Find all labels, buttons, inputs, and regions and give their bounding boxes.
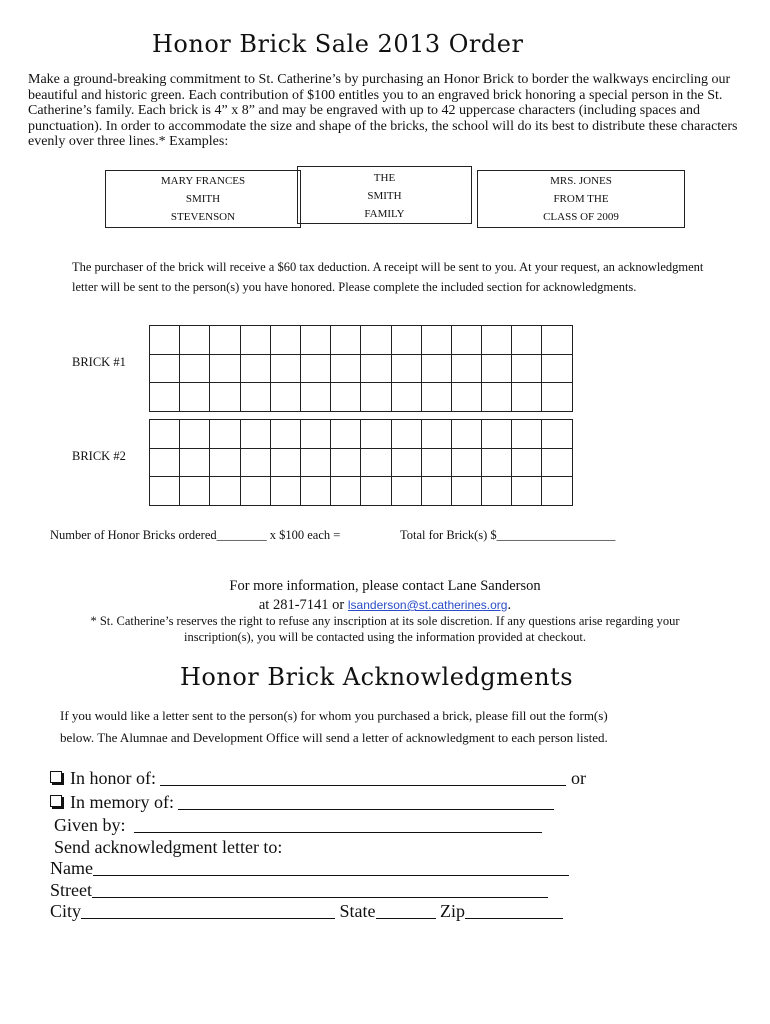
bricks-ordered-field[interactable]: Number of Honor Bricks ordered________ x $100 each =: [50, 528, 341, 542]
example-3-line-1: MRS. JONES: [550, 175, 612, 187]
character-cell[interactable]: [210, 326, 240, 355]
character-cell[interactable]: [542, 420, 572, 449]
character-cell[interactable]: [240, 354, 270, 383]
character-cell[interactable]: [542, 383, 572, 412]
example-1-line-3: STEVENSON: [170, 211, 236, 223]
character-cell[interactable]: [180, 420, 210, 449]
contact-line-2: [40, 597, 730, 614]
total-field[interactable]: Total for Brick(s) $___________________: [400, 528, 616, 542]
character-cell[interactable]: [512, 477, 542, 506]
contact-line-1: For more information, please contact Lane Sanderson: [229, 578, 541, 594]
character-cell[interactable]: [270, 420, 300, 449]
character-cell[interactable]: [150, 326, 180, 355]
character-cell[interactable]: [421, 383, 451, 412]
character-cell[interactable]: [300, 477, 330, 506]
name-input[interactable]: [93, 859, 569, 876]
in-honor-label: In honor of:: [70, 768, 156, 788]
ack-intro-line-1: If you would like a letter sent to the person(s) for whom you purchased a brick, please fill out the form(s): [60, 708, 608, 723]
name-label: Name: [50, 858, 93, 878]
in-memory-row: [50, 792, 554, 813]
example-2-line-1: THE: [373, 172, 396, 184]
character-cell[interactable]: [180, 448, 210, 477]
state-input[interactable]: [376, 902, 436, 919]
character-cell[interactable]: [421, 477, 451, 506]
character-cell[interactable]: [391, 448, 421, 477]
character-cell[interactable]: [542, 354, 572, 383]
in-memory-checkbox[interactable]: [50, 795, 62, 807]
character-cell[interactable]: [240, 477, 270, 506]
character-cell[interactable]: [300, 383, 330, 412]
disclaimer-line-2: inscription(s), you will be contacted using the information provided at checkout.: [184, 630, 586, 644]
brick-line: [150, 354, 573, 383]
character-cell[interactable]: [150, 448, 180, 477]
brick-2-label: BRICK #2: [72, 449, 126, 463]
character-cell[interactable]: [240, 420, 270, 449]
page-title: Honor Brick Sale 2013 Order: [152, 30, 524, 58]
street-input[interactable]: [92, 881, 548, 898]
ack-intro: [60, 705, 720, 749]
character-cell[interactable]: [150, 383, 180, 412]
character-cell[interactable]: [331, 420, 361, 449]
send-to-label: Send acknowledgment letter to:: [54, 837, 283, 857]
character-cell[interactable]: [361, 420, 391, 449]
name-row: [50, 858, 569, 879]
intro-paragraph: [28, 72, 744, 150]
street-label: Street: [50, 880, 92, 900]
example-1-line-2: SMITH: [185, 193, 221, 205]
city-input[interactable]: [81, 902, 335, 919]
character-cell[interactable]: [150, 420, 180, 449]
character-cell[interactable]: [512, 448, 542, 477]
character-cell[interactable]: [391, 326, 421, 355]
contact-suffix: .: [507, 597, 512, 613]
character-cell[interactable]: [482, 420, 512, 449]
character-cell[interactable]: [300, 420, 330, 449]
character-cell[interactable]: [210, 477, 240, 506]
character-cell[interactable]: [391, 354, 421, 383]
character-cell[interactable]: [300, 354, 330, 383]
zip-input[interactable]: [465, 902, 563, 919]
character-cell[interactable]: [270, 326, 300, 355]
character-cell[interactable]: [361, 383, 391, 412]
character-cell[interactable]: [361, 448, 391, 477]
in-memory-input[interactable]: [178, 793, 554, 810]
brick-line: [150, 420, 573, 449]
given-by-label: Given by:: [54, 815, 126, 835]
brick-1-grid[interactable]: [149, 325, 573, 412]
character-cell[interactable]: [300, 326, 330, 355]
character-cell[interactable]: [451, 420, 481, 449]
example-3-line-2: FROM THE: [553, 193, 609, 205]
character-cell[interactable]: [421, 420, 451, 449]
intro-text: Make a ground-breaking commitment to St. Catherine’s by purchasing an Honor Brick to border the walkways encircling our beautiful and historic green. Each contribution of $100 entitles you to an engraved brick honoring a special person in the St. Catherine’s family. Each brick is 4” x 8” and may be engraved with up to 42 uppercase characters (including spaces and punctuation). In order to accommodate the size and shape of the bricks, the school will do its best to distribute these characters evenly over three lines.* Examples:: [28, 72, 738, 149]
character-cell[interactable]: [150, 354, 180, 383]
brick-line: [150, 326, 573, 355]
example-box-1: [105, 170, 301, 228]
zip-label: Zip: [440, 901, 466, 921]
character-cell[interactable]: [180, 326, 210, 355]
character-cell[interactable]: [451, 448, 481, 477]
character-cell[interactable]: [482, 354, 512, 383]
character-cell[interactable]: [542, 448, 572, 477]
street-row: [50, 880, 548, 901]
example-2-line-2: SMITH: [367, 190, 402, 202]
brick-line: [150, 383, 573, 412]
contact-email-link[interactable]: lsanderson@st.catherines.org: [347, 598, 508, 612]
character-cell[interactable]: [512, 383, 542, 412]
example-1-line-1: MARY FRANCES: [160, 175, 246, 187]
character-cell[interactable]: [482, 477, 512, 506]
given-by-row: [54, 815, 542, 836]
character-cell[interactable]: [542, 477, 572, 506]
character-cell[interactable]: [210, 420, 240, 449]
character-cell[interactable]: [361, 326, 391, 355]
in-memory-label: In memory of:: [70, 792, 174, 812]
character-cell[interactable]: [331, 383, 361, 412]
character-cell[interactable]: [482, 448, 512, 477]
character-cell[interactable]: [451, 354, 481, 383]
character-cell[interactable]: [451, 383, 481, 412]
character-cell[interactable]: [150, 477, 180, 506]
character-cell[interactable]: [421, 448, 451, 477]
character-cell[interactable]: [180, 354, 210, 383]
brick-1-label: BRICK #1: [72, 355, 126, 369]
character-cell[interactable]: [391, 477, 421, 506]
character-cell[interactable]: [391, 383, 421, 412]
character-cell[interactable]: [270, 383, 300, 412]
contact-phone: at 281-7141 or: [258, 597, 348, 613]
character-cell[interactable]: [331, 477, 361, 506]
or-label: or: [570, 768, 586, 788]
given-by-input[interactable]: [134, 816, 542, 833]
character-cell[interactable]: [542, 326, 572, 355]
character-cell[interactable]: [300, 448, 330, 477]
character-cell[interactable]: [361, 477, 391, 506]
character-cell[interactable]: [361, 354, 391, 383]
disclaimer-line-1: * St. Catherine’s reserves the right to refuse any inscription at its sole discretion. If any questions arise regarding your: [90, 614, 680, 628]
character-cell[interactable]: [270, 448, 300, 477]
character-cell[interactable]: [180, 477, 210, 506]
character-cell[interactable]: [210, 354, 240, 383]
example-3-line-3: CLASS OF 2009: [543, 211, 619, 223]
ack-intro-line-2: below. The Alumnae and Development Office will send a letter of acknowledgment to each person listed.: [60, 730, 608, 745]
character-cell[interactable]: [451, 477, 481, 506]
in-honor-checkbox[interactable]: [50, 771, 62, 783]
character-cell[interactable]: [512, 420, 542, 449]
tax-paragraph: The purchaser of the brick will receive a $60 tax deduction. A receipt will be sent to you. At your request, an acknowledgment letter will be sent to the person(s) you have honored. Please complete the included section for acknowledgments.: [72, 260, 704, 294]
character-cell[interactable]: [512, 354, 542, 383]
character-cell[interactable]: [210, 383, 240, 412]
character-cell[interactable]: [331, 326, 361, 355]
example-box-2: [297, 166, 472, 224]
character-cell[interactable]: [210, 448, 240, 477]
character-cell[interactable]: [240, 326, 270, 355]
character-cell[interactable]: [240, 448, 270, 477]
character-cell[interactable]: [512, 326, 542, 355]
character-cell[interactable]: [421, 326, 451, 355]
character-cell[interactable]: [482, 326, 512, 355]
ack-title: Honor Brick Acknowledgments: [180, 663, 574, 691]
brick-2-grid[interactable]: [149, 419, 573, 506]
character-cell[interactable]: [391, 420, 421, 449]
character-cell[interactable]: [421, 354, 451, 383]
character-cell[interactable]: [331, 354, 361, 383]
example-box-3: [477, 170, 685, 228]
city-row: [50, 901, 563, 922]
state-label: State: [339, 901, 376, 921]
character-cell[interactable]: [180, 383, 210, 412]
brick-line: [150, 448, 573, 477]
in-honor-input[interactable]: [160, 769, 566, 786]
character-cell[interactable]: [331, 448, 361, 477]
character-cell[interactable]: [270, 477, 300, 506]
example-2-line-3: FAMILY: [364, 208, 405, 220]
city-label: City: [50, 901, 82, 921]
brick-line: [150, 477, 573, 506]
character-cell[interactable]: [451, 326, 481, 355]
character-cell[interactable]: [270, 354, 300, 383]
in-honor-row: [50, 768, 586, 789]
character-cell[interactable]: [482, 383, 512, 412]
character-cell[interactable]: [240, 383, 270, 412]
